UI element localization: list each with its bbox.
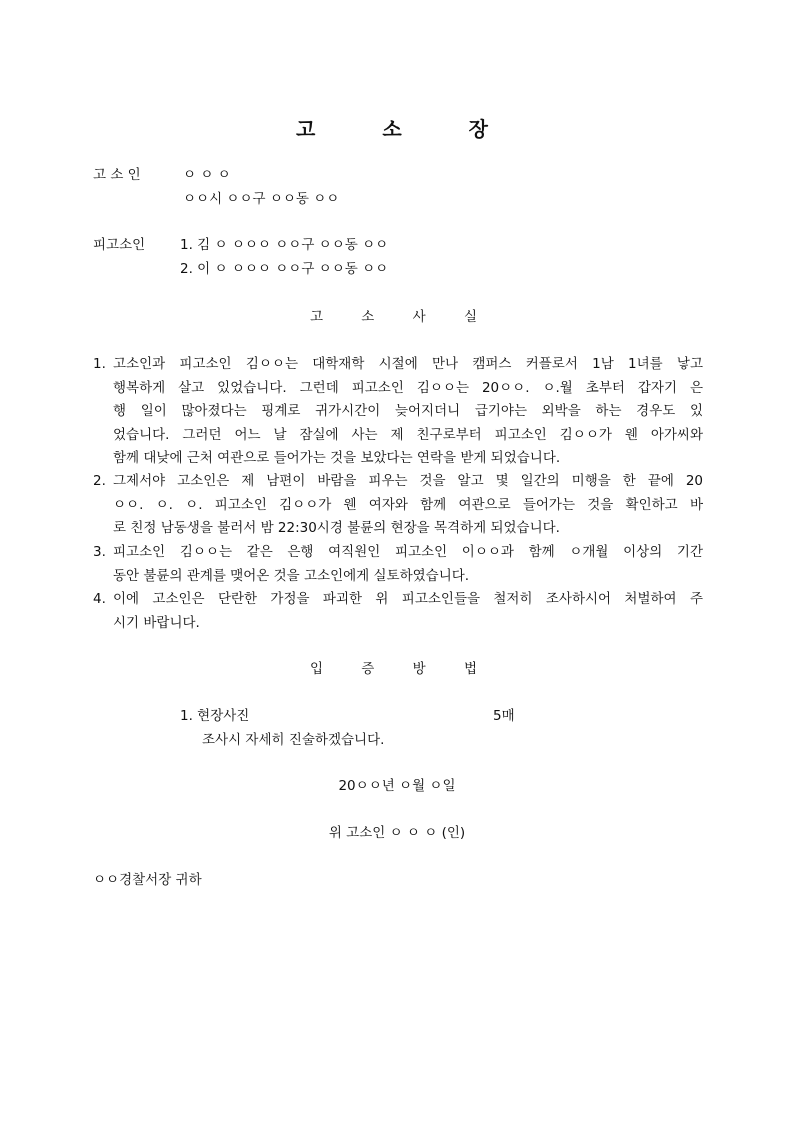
fact-line: 로 친정 남동생을 불러서 밤 22:30시경 불륜의 현장을 목격하게 되었습니다. (113, 520, 560, 536)
fact-line: 었습니다. 그러던 어느 날 잠실에 사는 제 친구로부터 피고소인 김ㅇㅇ가 웬 아가씨와 (113, 426, 703, 443)
fact-line: ㅇㅇ. ㅇ. ㅇ. 피고소인 김ㅇㅇ가 웬 여자와 함께 여관으로 들어가는 것을 확인하고 바 (113, 496, 703, 513)
signature-line: 위 고소인 ㅇ ㅇ ㅇ (인) (328, 825, 466, 841)
fact-item-number: 1. (93, 356, 106, 372)
fact-line: 그제서야 고소인은 제 남편이 바람을 피우는 것을 알고 몇 일간의 미행을 한 끝에 20 (113, 473, 703, 489)
fact-item-number: 3. (93, 544, 106, 560)
fact-line: 동안 불륜의 관계를 맺어온 것을 고소인에게 실토하였습니다. (113, 567, 470, 584)
facts-heading: 고 소 사 실 (309, 309, 495, 325)
complainant-label: 고 소 인 (93, 167, 141, 183)
accused-label: 피고소인 (93, 237, 146, 253)
complainant-name: ㅇ ㅇ ㅇ (183, 167, 231, 183)
fact-line: 시기 바랍니다. (113, 614, 200, 631)
fact-item-number: 4. (93, 591, 106, 607)
accused-item-1: 1. 김 ㅇ ㅇㅇㅇ ㅇㅇ구 ㅇㅇ동 ㅇㅇ (180, 237, 389, 253)
fact-line: 이에 고소인은 단란한 가정을 파괴한 위 피고소인들을 철저히 조사하시어 처벌하여 주 (113, 591, 703, 607)
fact-line: 행복하게 살고 있었습니다. 그런데 피고소인 김ㅇㅇ는 20ㅇㅇ. ㅇ.월 초부터 갑자기 은 (113, 379, 703, 396)
evidence-item-count: 5매 (493, 708, 515, 724)
document-title: 고 소 장 (296, 117, 518, 141)
fact-item-1 (93, 353, 703, 471)
recipient: ㅇㅇ경찰서장 귀하 (93, 872, 202, 888)
fact-line: 고소인과 피고소인 김ㅇㅇ는 대학재학 시절에 만나 캠퍼스 커플로서 1남 1녀를 낳고 (113, 356, 703, 372)
fact-line: 행 일이 많아졌다는 핑계로 귀가시간이 늦어지더니 급기야는 외박을 하는 경우도 있 (113, 403, 703, 419)
accused-item-2: 2. 이 ㅇ ㅇㅇㅇ ㅇㅇ구 ㅇㅇ동 ㅇㅇ (180, 261, 389, 277)
fact-line: 피고소인 김ㅇㅇ는 같은 은행 여직원인 피고소인 이ㅇㅇ과 함께 ㅇ개월 이상의 기간 (113, 544, 703, 560)
fact-line: 함께 대낮에 근처 여관으로 들어가는 것을 보았다는 연락을 받게 되었습니다. (113, 450, 561, 466)
evidence-note: 조사시 자세히 진술하겠습니다. (202, 732, 385, 748)
fact-item-2 (93, 470, 703, 541)
evidence-item-label: 1. 현장사진 (180, 708, 250, 724)
complainant-address: ㅇㅇ시 ㅇㅇ구 ㅇㅇ동 ㅇㅇ (183, 191, 340, 207)
evidence-heading: 입 증 방 법 (309, 661, 495, 677)
fact-item-3 (93, 541, 703, 588)
fact-item-number: 2. (93, 473, 106, 489)
document-date: 20ㅇㅇ년 ㅇ월 ㅇ일 (338, 778, 456, 794)
fact-item-4 (93, 588, 703, 635)
